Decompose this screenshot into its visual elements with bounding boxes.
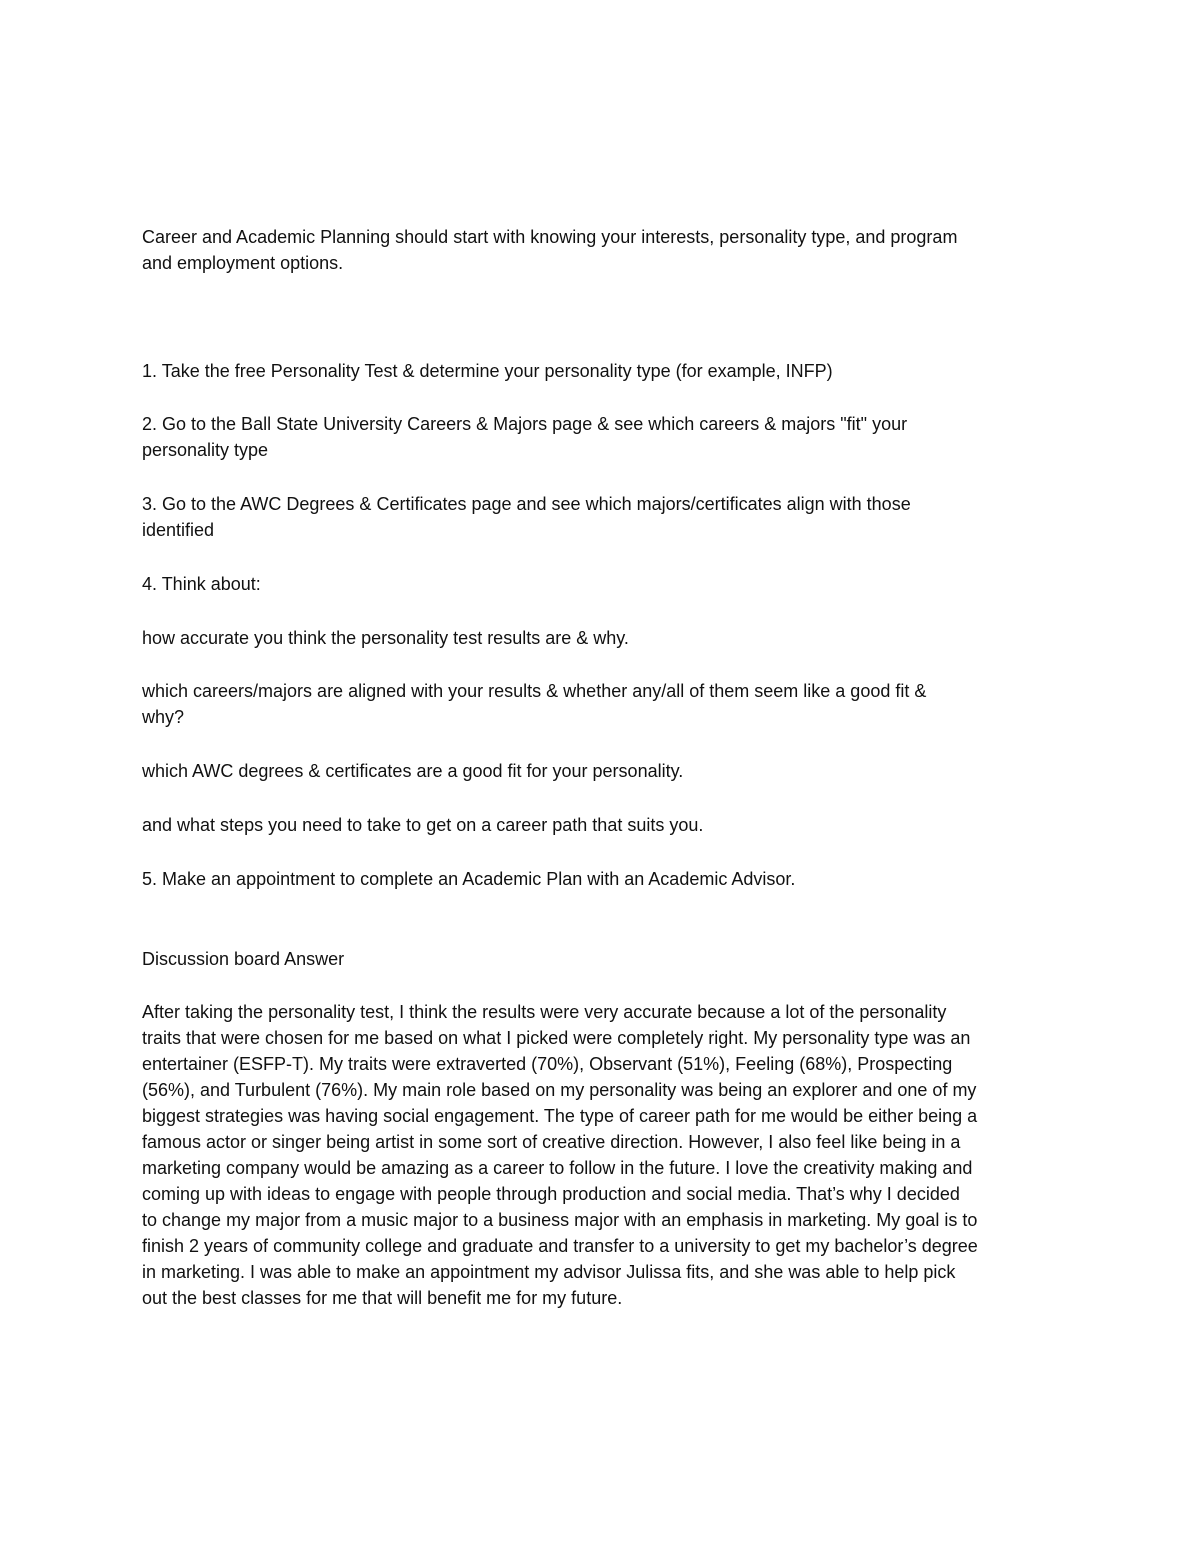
think-about-item-1: how accurate you think the personality test results are & why.: [142, 628, 629, 648]
text-line: coming up with ideas to engage with people through production and social media. That’s why I decided: [142, 1184, 960, 1204]
step-4: 4. Think about:: [142, 574, 261, 594]
text-line: 3. Go to the AWC Degrees & Certificates page and see which majors/certificates align with those: [142, 494, 911, 514]
text-line: After taking the personality test, I think the results were very accurate because a lot of the personality: [142, 1002, 947, 1022]
text-line: entertainer (ESFP-T). My traits were extraverted (70%), Observant (51%), Feeling (68%), Prospecting: [142, 1054, 953, 1074]
step-5: 5. Make an appointment to complete an Academic Plan with an Academic Advisor.: [142, 869, 796, 889]
text-line: marketing company would be amazing as a career to follow in the future. I love the creativity making and: [142, 1158, 973, 1178]
text-line: identified: [142, 520, 215, 540]
think-about-item-3: which AWC degrees & certificates are a good fit for your personality.: [142, 761, 684, 781]
text-line: which careers/majors are aligned with your results & whether any/all of them seem like a good fit &: [142, 681, 927, 701]
text-line: famous actor or singer being artist in some sort of creative direction. However, I also feel like being in a: [142, 1132, 961, 1152]
text-line: 2. Go to the Ball State University Careers & Majors page & see which careers & majors "fit" your: [142, 414, 908, 434]
text-line: to change my major from a music major to a business major with an emphasis in marketing. My goal is to: [142, 1210, 978, 1230]
step-1: 1. Take the free Personality Test & determine your personality type (for example, INFP): [142, 361, 833, 381]
text-line: and employment options.: [142, 253, 344, 273]
text-line: why?: [142, 707, 185, 727]
discussion-heading: Discussion board Answer: [142, 949, 345, 969]
think-about-item-4: and what steps you need to take to get on a career path that suits you.: [142, 815, 704, 835]
text-line: (56%), and Turbulent (76%). My main role based on my personality was being an explorer and one of my: [142, 1080, 977, 1100]
text-line: Career and Academic Planning should start with knowing your interests, personality type, and program: [142, 227, 958, 247]
text-line: biggest strategies was having social engagement. The type of career path for me would be either being a: [142, 1106, 978, 1126]
text-line: personality type: [142, 440, 269, 460]
text-line: traits that were chosen for me based on what I picked were completely right. My personality type was an: [142, 1028, 971, 1048]
text-line: finish 2 years of community college and graduate and transfer to a university to get my bachelor’s degree: [142, 1236, 978, 1256]
text-line: out the best classes for me that will benefit me for my future.: [142, 1288, 623, 1308]
text-line: in marketing. I was able to make an appointment my advisor Julissa fits, and she was able to help pick: [142, 1262, 956, 1282]
